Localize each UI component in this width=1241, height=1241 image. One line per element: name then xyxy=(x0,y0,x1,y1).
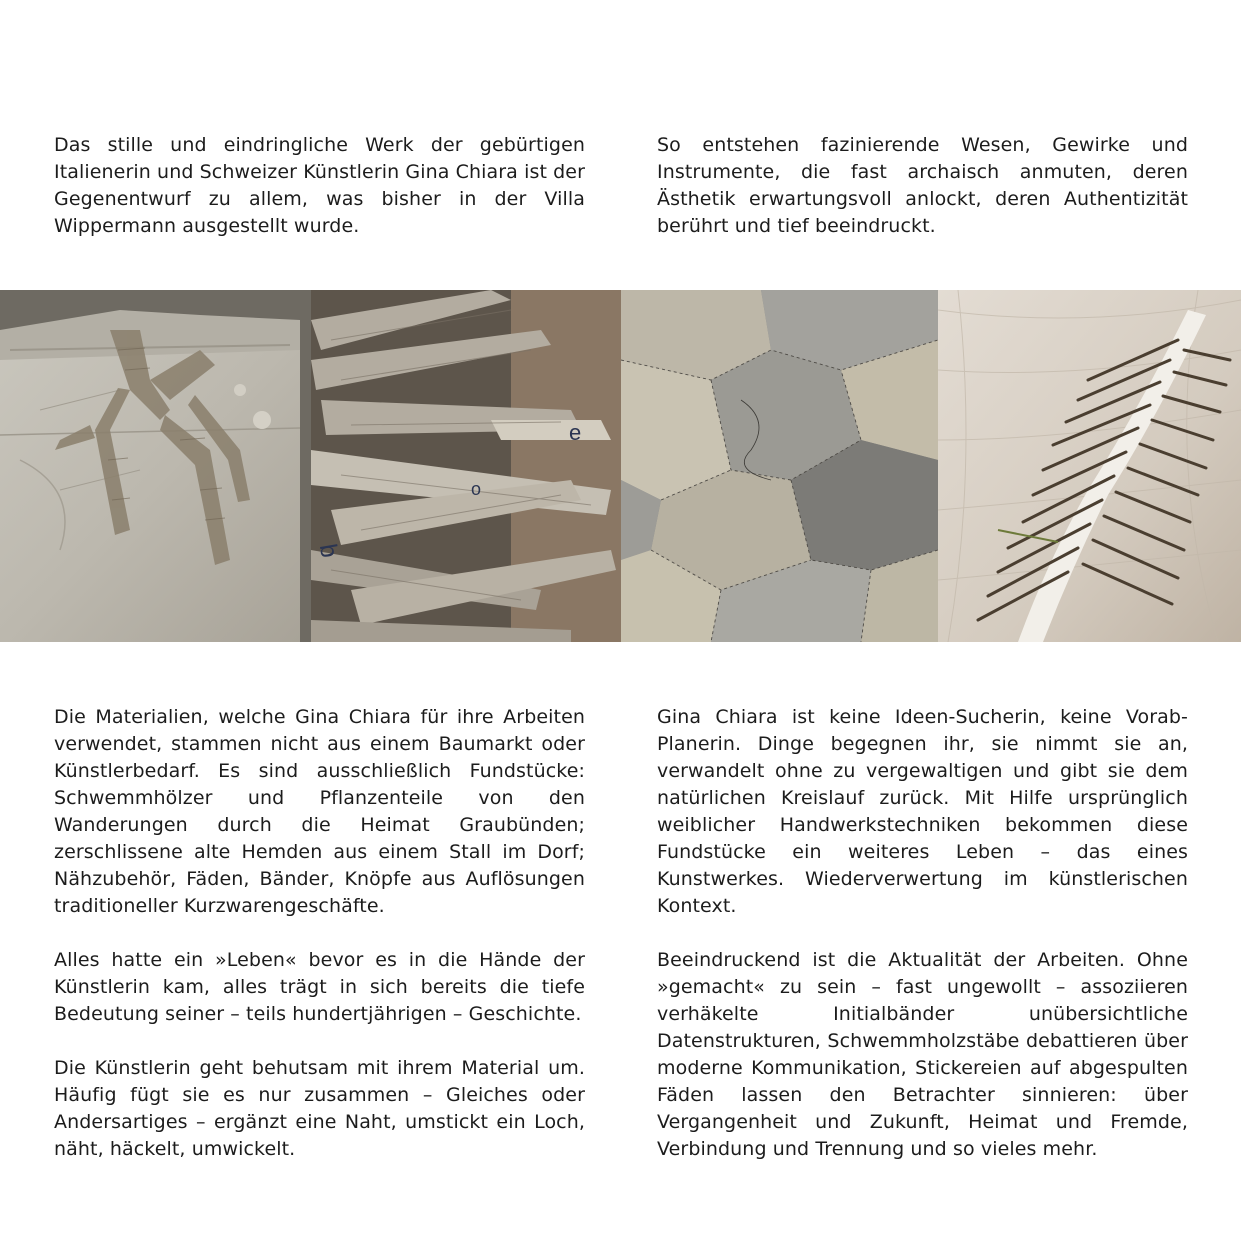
actuality-paragraph: Beeindruckend ist die Aktualität der Arbeiten. Ohne »gemacht« zu sein – fast ungewollt – assoziieren verhäkelte Initialbänder unübersichtliche Datenstrukturen, Schwemmholzstäbe debattieren über moderne Kommunikation, Stickereien auf abgespulten Fäden lassen den Betrachter sinnieren: über Vergangenheit und Zukunft, Heimat und Fremde, Verbindung und Trennung und so vieles mehr. xyxy=(657,949,1188,1160)
artist-paragraph: Gina Chiara ist keine Ideen-Sucherin, keine Vorab-Planerin. Dinge begegnen ihr, sie nimmt sie an, verwandelt ohne zu vergewaltigen und gibt sie dem natürlichen Kreislauf zurück. Mit Hilfe ursprünglich weiblicher Handwerkstechniken bekommen diese Fundstücke ein weiteres Leben – das eines Kunstwerkes. Wiederverwertung im künstlerischen Kontext. xyxy=(657,706,1188,917)
stick-letter-e: e xyxy=(569,420,582,445)
body-left-column xyxy=(54,704,585,1163)
stick-letter-o: o xyxy=(471,479,482,499)
body-right-column xyxy=(657,704,1188,1163)
photo-strip xyxy=(0,290,1241,642)
process-paragraph: Die Künstlerin geht behutsam mit ihrem Material um. Häufig fügt sie es nur zusammen – Gleiches oder Andersartiges – ergänzt eine Naht, umstickt ein Loch, näht, häckelt, umwickelt. xyxy=(54,1057,585,1160)
driftwood-photo xyxy=(311,290,621,642)
intro-left-column xyxy=(54,132,585,240)
life-paragraph: Alles hatte ein »Leben« bevor es in die Hände der Künstlerin kam, alles trägt in sich bereits die tiefe Bedeutung seiner – teils hundertjährigen – Geschichte. xyxy=(54,949,585,1025)
intro-left-paragraph: Das stille und eindringliche Werk der gebürtigen Italienerin und Schweizer Künstlerin Gina Chiara ist der Gegenentwurf zu allem, was bisher in der Villa Wippermann ausgestellt wurde. xyxy=(54,134,585,237)
intro-right-column xyxy=(657,132,1188,240)
stick-letter-b: b xyxy=(313,541,343,560)
materials-paragraph: Die Materialien, welche Gina Chiara für ihre Arbeiten verwendet, stammen nicht aus einem Baumarkt oder Künstlerbedarf. Es sind ausschließlich Fundstücke: Schwemmhölzer und Pflanzenteile von den Wanderungen durch die Heimat Graubünden; zerschlissene alte Hemden aus einem Stall im Dorf; Nähzubehör, Fäden, Bänder, Knöpfe aus Auflösungen traditioneller Kurzwarengeschäfte. xyxy=(54,706,585,917)
paper-patches-photo xyxy=(621,290,938,642)
shirt-photo xyxy=(0,290,311,642)
intro-right-paragraph: So entstehen fazinierende Wesen, Gewirke und Instrumente, die fast archaisch anmuten, deren Ästhetik erwartungsvoll anlockt, deren Authentizität berührt und tief beeindruckt. xyxy=(657,134,1188,237)
fibre-thorns-photo xyxy=(938,290,1241,642)
